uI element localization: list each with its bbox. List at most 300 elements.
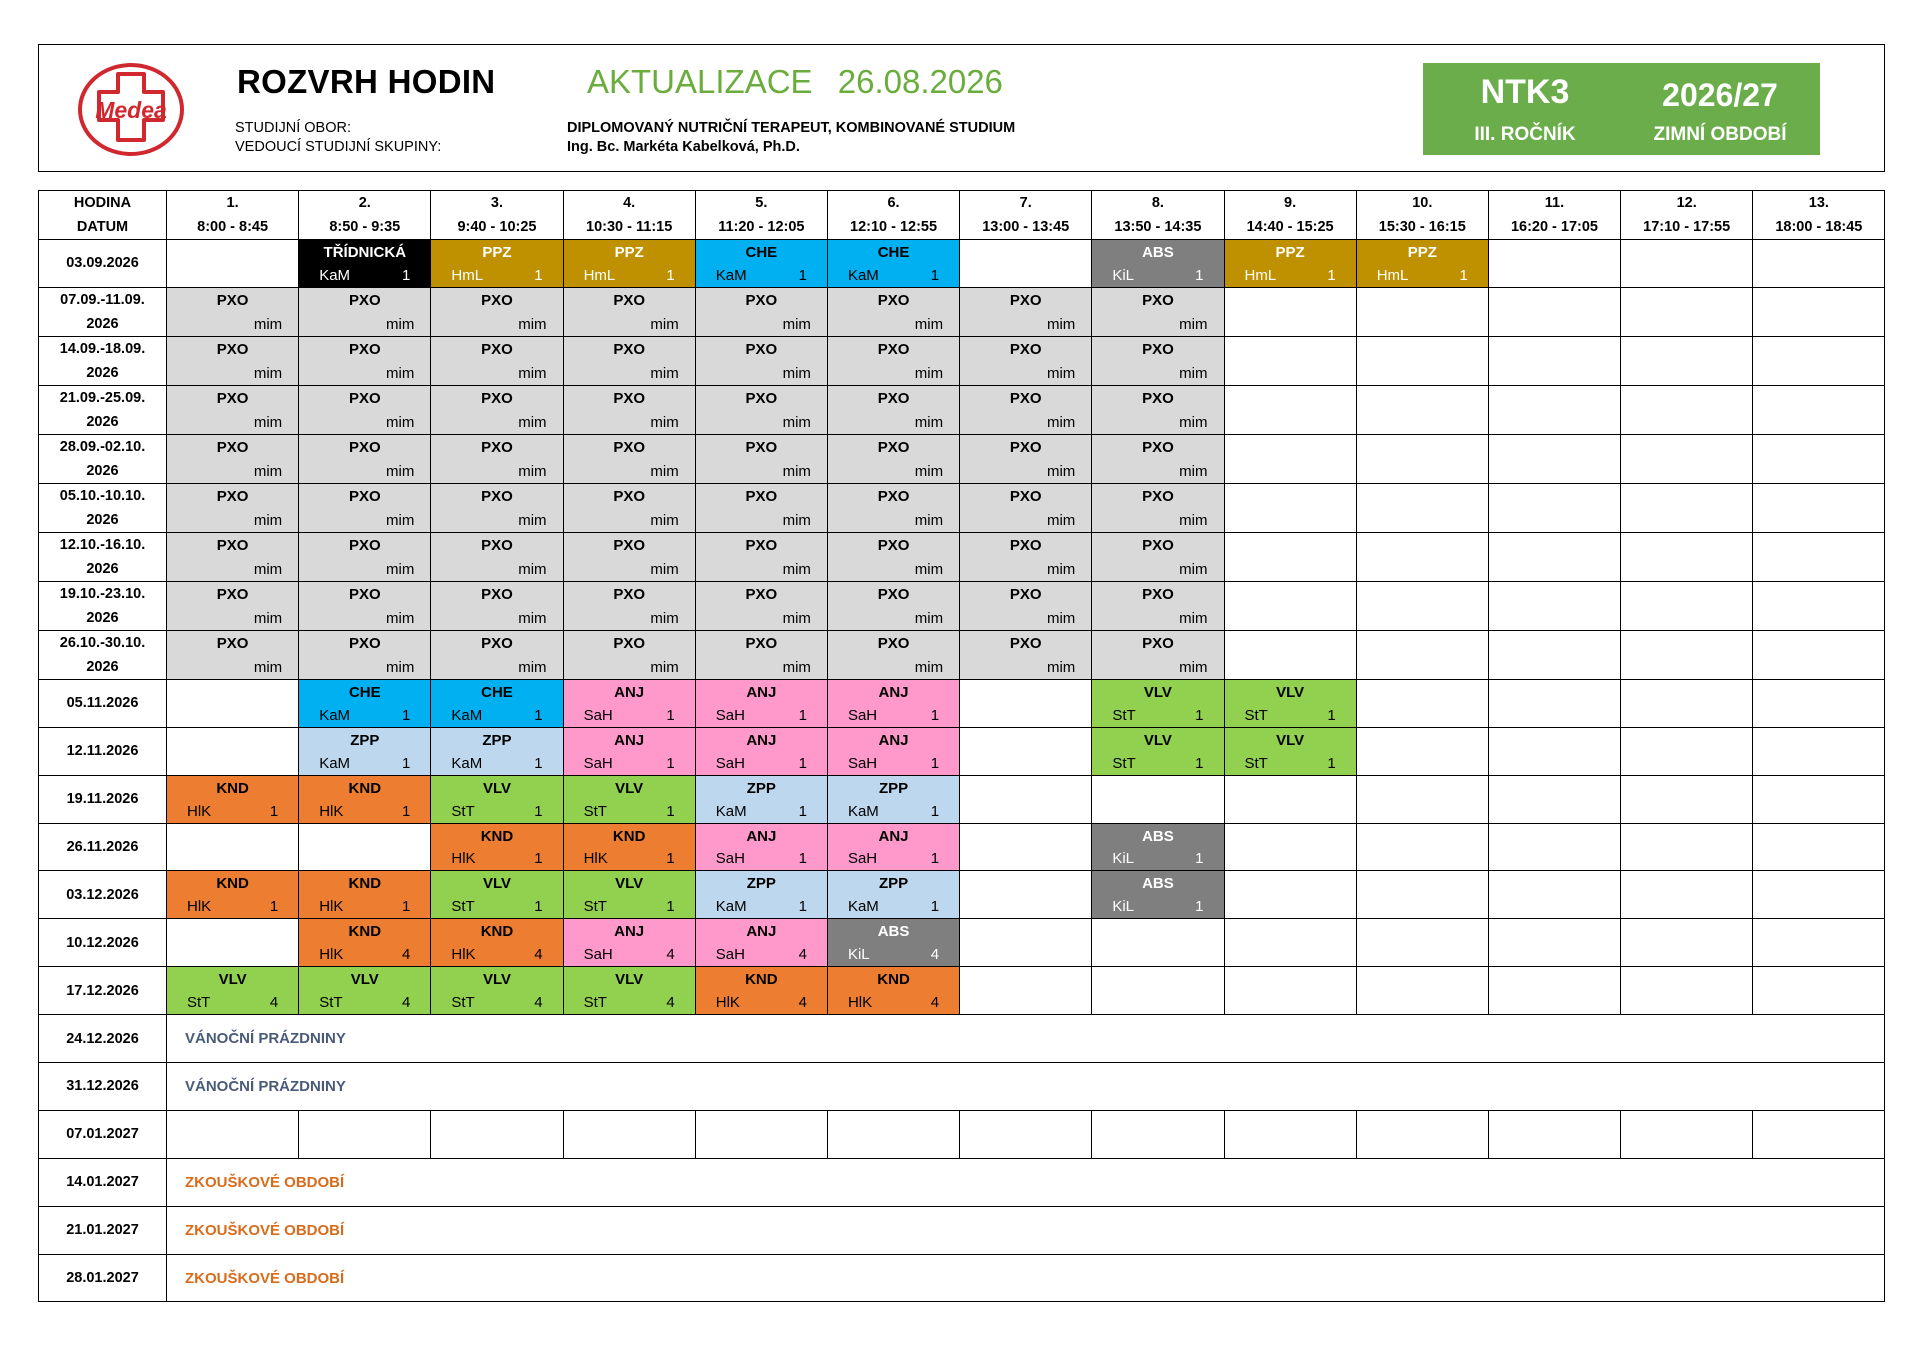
lesson-room: mim — [650, 560, 679, 578]
date-line: 07.09.-11.09. — [60, 291, 145, 308]
lesson-cell — [563, 775, 695, 823]
empty-cell — [1224, 385, 1356, 434]
empty-cell — [1488, 581, 1620, 630]
lesson-subject: PXO — [348, 536, 381, 554]
date-line: 24.12.2026 — [66, 1030, 139, 1047]
lesson-cell — [563, 532, 695, 581]
lesson-teacher: KaM — [451, 706, 483, 724]
lesson-count: 1 — [930, 266, 940, 284]
lesson-teacher: KaM — [715, 266, 747, 284]
corner-cell — [39, 191, 167, 240]
lesson-cell — [167, 581, 299, 630]
period-header — [431, 191, 563, 240]
lesson-cell — [167, 385, 299, 434]
lesson-count: 1 — [402, 266, 411, 284]
lesson-cell — [299, 287, 431, 336]
lesson-count: 1 — [798, 706, 807, 724]
lesson-count: 1 — [402, 754, 411, 772]
empty-cell — [1621, 871, 1753, 919]
page-title: ROZVRH HODIN — [237, 63, 496, 100]
empty-cell — [1621, 434, 1753, 483]
lesson-subject: VLV — [350, 971, 379, 989]
lesson-count: 1 — [666, 706, 675, 724]
empty-cell — [960, 775, 1092, 823]
empty-cell — [299, 1110, 431, 1158]
schedule-row — [39, 385, 1885, 434]
lesson-room: mim — [1179, 560, 1208, 578]
lesson-room: mim — [253, 658, 283, 676]
empty-cell — [1488, 385, 1620, 434]
period-header — [1621, 191, 1753, 240]
lesson-subject: ZPP — [746, 875, 776, 893]
lesson-cell — [960, 336, 1092, 385]
schedule-row — [39, 1015, 1885, 1063]
lesson-subject: KND — [348, 923, 382, 941]
lesson-subject: PXO — [745, 438, 778, 456]
lesson-cell — [827, 919, 959, 967]
empty-cell — [1488, 240, 1620, 288]
lesson-count: 4 — [402, 994, 411, 1012]
lesson-room: mim — [1179, 511, 1208, 529]
lesson-count: 4 — [930, 994, 940, 1012]
lesson-room: mim — [386, 462, 415, 480]
lesson-subject: ZPP — [350, 731, 380, 749]
date-cell — [39, 1110, 167, 1158]
empty-cell — [960, 919, 1092, 967]
lesson-room: mim — [386, 658, 415, 676]
lesson-cell — [827, 823, 959, 871]
lesson-subject: VLV — [615, 779, 644, 797]
lesson-subject: PPZ — [1275, 244, 1305, 261]
lesson-room: mim — [914, 560, 944, 578]
lesson-subject: PXO — [613, 634, 645, 652]
lesson-subject: PXO — [1009, 634, 1042, 652]
empty-cell — [167, 919, 299, 967]
empty-cell — [1356, 775, 1488, 823]
lesson-teacher: HlK — [715, 994, 740, 1012]
period-note: ZKOUŠKOVÉ OBDOBÍ — [167, 1206, 1885, 1254]
lesson-cell — [299, 679, 431, 727]
lesson-subject: KND — [480, 923, 514, 941]
lesson-count: 1 — [534, 266, 543, 284]
lesson-cell — [695, 434, 827, 483]
lesson-room: mim — [518, 511, 547, 529]
lesson-cell — [695, 775, 827, 823]
period-header — [827, 191, 959, 240]
lesson-count: 1 — [269, 802, 279, 820]
schedule-row — [39, 483, 1885, 532]
period-time: 13:00 - 13:45 — [982, 219, 1070, 235]
lesson-room: mim — [1179, 364, 1208, 382]
lesson-cell — [1356, 240, 1488, 288]
lesson-teacher: StT — [583, 898, 607, 916]
lesson-count: 1 — [666, 266, 675, 284]
empty-cell — [1621, 630, 1753, 679]
empty-cell — [1753, 240, 1885, 288]
lesson-room: mim — [1179, 462, 1208, 480]
lesson-room: mim — [253, 462, 283, 480]
date-line: 12.11.2026 — [66, 743, 139, 760]
lesson-cell — [1092, 483, 1224, 532]
lesson-cell — [563, 483, 695, 532]
period-note: VÁNOČNÍ PRÁZDNINY — [167, 1015, 1885, 1063]
lesson-teacher: SaH — [847, 850, 878, 868]
lesson-room: mim — [386, 511, 415, 529]
lesson-cell — [167, 775, 299, 823]
lesson-room: mim — [253, 315, 283, 333]
empty-cell — [167, 823, 299, 871]
date-line: 17.12.2026 — [66, 982, 139, 999]
lesson-subject: ANJ — [878, 827, 909, 845]
lesson-cell — [299, 967, 431, 1015]
lesson-subject: ZPP — [482, 731, 512, 749]
lesson-teacher: SaH — [715, 946, 745, 964]
lesson-subject: PXO — [877, 536, 910, 554]
lesson-room: mim — [1046, 364, 1076, 382]
lesson-count: 1 — [798, 802, 807, 820]
date-cell — [39, 967, 167, 1015]
period-header — [1092, 191, 1224, 240]
empty-cell — [1224, 581, 1356, 630]
lesson-subject: PXO — [481, 634, 513, 652]
lesson-teacher: SaH — [583, 946, 613, 964]
lesson-room: mim — [914, 658, 944, 676]
lesson-room: mim — [650, 413, 679, 431]
lesson-subject: CHE — [348, 683, 381, 701]
lesson-room: mim — [1046, 413, 1076, 431]
lesson-teacher: KiL — [847, 946, 870, 964]
lesson-count: 1 — [930, 754, 940, 772]
lesson-cell — [827, 240, 959, 288]
lesson-count: 1 — [402, 706, 411, 724]
lesson-subject: CHE — [877, 244, 910, 261]
lesson-cell — [960, 287, 1092, 336]
lesson-cell — [563, 434, 695, 483]
lesson-subject: PXO — [1142, 634, 1174, 652]
schedule-row — [39, 1158, 1885, 1206]
period-number: 3. — [490, 195, 504, 211]
lesson-count: 1 — [534, 754, 543, 772]
lesson-subject: ABS — [1142, 827, 1174, 845]
lesson-cell — [431, 775, 563, 823]
schedule-table — [38, 190, 1885, 1302]
lesson-cell — [1092, 385, 1224, 434]
lesson-subject: PXO — [613, 389, 645, 407]
lesson-room: mim — [518, 413, 547, 431]
lesson-count: 1 — [1327, 706, 1336, 724]
lesson-subject: PXO — [481, 438, 513, 456]
date-line: 10.12.2026 — [66, 934, 139, 951]
lesson-room: mim — [518, 462, 547, 480]
lesson-cell — [695, 240, 827, 288]
empty-cell — [1224, 336, 1356, 385]
update-info — [587, 63, 1003, 101]
lesson-teacher: KiL — [1112, 898, 1134, 916]
period-time: 15:30 - 16:15 — [1378, 219, 1466, 235]
lesson-room: mim — [253, 560, 283, 578]
lesson-cell — [167, 287, 299, 336]
lesson-cell — [960, 385, 1092, 434]
lesson-room: mim — [253, 609, 283, 627]
lesson-cell — [167, 871, 299, 919]
empty-cell — [1356, 385, 1488, 434]
lesson-room: mim — [1046, 462, 1076, 480]
empty-cell — [1621, 823, 1753, 871]
lesson-subject: KND — [877, 971, 910, 989]
lesson-count: 4 — [798, 946, 807, 964]
lesson-count: 4 — [930, 946, 940, 964]
date-cell — [39, 385, 167, 434]
lesson-room: mim — [914, 462, 944, 480]
lesson-room: mim — [1179, 658, 1208, 676]
lesson-cell — [563, 581, 695, 630]
lesson-subject: PXO — [1009, 291, 1042, 309]
lesson-subject: VLV — [1276, 683, 1305, 701]
empty-cell — [1488, 483, 1620, 532]
empty-cell — [1488, 871, 1620, 919]
empty-cell — [1224, 775, 1356, 823]
date-line: 2026 — [86, 364, 119, 381]
lesson-subject: PXO — [216, 536, 249, 554]
lesson-cell — [167, 483, 299, 532]
lesson-teacher: StT — [451, 898, 475, 916]
date-line: 12.10.-16.10. — [59, 536, 146, 553]
document-header — [38, 44, 1885, 172]
empty-cell — [1224, 823, 1356, 871]
date-line: 2026 — [86, 462, 119, 479]
lesson-subject: PXO — [745, 389, 778, 407]
empty-cell — [1488, 1110, 1620, 1158]
lesson-cell — [960, 434, 1092, 483]
schedule-row — [39, 967, 1885, 1015]
date-line: 31.12.2026 — [66, 1078, 139, 1095]
empty-cell — [1753, 532, 1885, 581]
empty-cell — [431, 1110, 563, 1158]
lesson-cell — [563, 336, 695, 385]
empty-cell — [1753, 630, 1885, 679]
empty-cell — [1488, 823, 1620, 871]
lesson-subject: PXO — [877, 291, 910, 309]
date-line: 2026 — [86, 511, 119, 528]
date-line: 21.09.-25.09. — [59, 389, 146, 406]
lesson-count: 4 — [534, 994, 543, 1012]
empty-cell — [1621, 679, 1753, 727]
lesson-subject: KND — [612, 827, 646, 845]
empty-cell — [1224, 630, 1356, 679]
date-cell — [39, 919, 167, 967]
lesson-teacher: KaM — [319, 706, 351, 724]
schedule-row — [39, 727, 1885, 775]
lesson-subject: ANJ — [614, 923, 645, 941]
lesson-cell — [695, 630, 827, 679]
lesson-room: mim — [914, 413, 944, 431]
date-cell — [39, 871, 167, 919]
lesson-teacher: StT — [1244, 754, 1268, 772]
empty-cell — [1224, 483, 1356, 532]
empty-cell — [1488, 630, 1620, 679]
empty-cell — [960, 727, 1092, 775]
lesson-count: 1 — [798, 266, 807, 284]
medea-logo — [77, 62, 185, 157]
lesson-count: 1 — [798, 850, 807, 868]
period-number: 7. — [1019, 195, 1032, 211]
lesson-room: mim — [386, 364, 415, 382]
empty-cell — [167, 1110, 299, 1158]
empty-cell — [1753, 385, 1885, 434]
lesson-count: 1 — [534, 802, 543, 820]
lesson-room: mim — [386, 413, 415, 431]
date-line: 19.11.2026 — [66, 791, 139, 808]
lesson-cell — [1092, 240, 1224, 288]
period-time: 12:10 - 12:55 — [850, 219, 938, 235]
date-cell — [39, 727, 167, 775]
lesson-teacher: HmL — [1244, 266, 1277, 284]
academic-year: 2026/27 — [1662, 77, 1778, 113]
schedule-row — [39, 1206, 1885, 1254]
lesson-cell — [1092, 336, 1224, 385]
lesson-teacher: StT — [583, 994, 607, 1012]
lesson-subject: ANJ — [746, 827, 777, 845]
lesson-subject: PXO — [216, 585, 249, 603]
lesson-subject: KND — [348, 875, 382, 893]
lesson-subject: ANJ — [746, 731, 777, 749]
period-header — [167, 191, 299, 240]
lesson-subject: PXO — [1009, 438, 1042, 456]
empty-cell — [1488, 919, 1620, 967]
empty-cell — [1621, 581, 1753, 630]
empty-cell — [1753, 967, 1885, 1015]
date-line: 05.10.-10.10. — [59, 487, 146, 504]
empty-cell — [960, 823, 1092, 871]
lesson-cell — [695, 679, 827, 727]
lesson-count: 1 — [666, 802, 675, 820]
period-number: 12. — [1676, 195, 1697, 211]
date-line: 14.01.2027 — [66, 1174, 139, 1191]
lesson-cell — [299, 336, 431, 385]
lesson-cell — [827, 385, 959, 434]
empty-cell — [563, 1110, 695, 1158]
lesson-count: 4 — [666, 946, 675, 964]
schedule-row — [39, 581, 1885, 630]
lesson-cell — [299, 240, 431, 288]
lesson-room: mim — [914, 315, 944, 333]
date-line: 21.01.2027 — [66, 1222, 139, 1239]
lesson-subject: PXO — [745, 291, 778, 309]
group-code: NTK3 — [1480, 73, 1570, 111]
empty-cell — [1356, 483, 1488, 532]
lesson-cell — [563, 967, 695, 1015]
empty-cell — [960, 240, 1092, 288]
lesson-subject: PXO — [1009, 389, 1042, 407]
lesson-room: mim — [782, 315, 811, 333]
empty-cell — [1356, 1110, 1488, 1158]
lesson-room: mim — [386, 560, 415, 578]
lesson-cell — [1092, 434, 1224, 483]
lesson-subject: VLV — [615, 875, 644, 893]
lesson-cell — [299, 727, 431, 775]
empty-cell — [1356, 967, 1488, 1015]
lesson-cell — [960, 581, 1092, 630]
period-number: 8. — [1151, 195, 1164, 211]
lesson-cell — [827, 871, 959, 919]
lesson-subject: VLV — [1276, 731, 1305, 749]
lesson-cell — [695, 532, 827, 581]
lesson-room: mim — [518, 364, 547, 382]
period-number: 9. — [1284, 195, 1297, 211]
empty-cell — [960, 871, 1092, 919]
lesson-subject: KND — [348, 779, 382, 797]
empty-cell — [1488, 775, 1620, 823]
lesson-subject: PXO — [481, 389, 513, 407]
lesson-cell — [431, 919, 563, 967]
lesson-subject: PPZ — [1407, 244, 1437, 261]
lesson-count: 1 — [1195, 706, 1204, 724]
lesson-subject: PPZ — [614, 244, 644, 261]
lesson-cell — [695, 287, 827, 336]
lesson-cell — [431, 967, 563, 1015]
lesson-cell — [299, 919, 431, 967]
lesson-teacher: SaH — [715, 706, 745, 724]
date-line: 07.01.2027 — [66, 1126, 139, 1143]
empty-cell — [1356, 336, 1488, 385]
lesson-teacher: StT — [583, 802, 607, 820]
schedule-row — [39, 823, 1885, 871]
empty-cell — [1356, 434, 1488, 483]
empty-cell — [1621, 1110, 1753, 1158]
empty-cell — [1621, 919, 1753, 967]
lesson-subject: ZPP — [878, 875, 909, 893]
lesson-room: mim — [914, 364, 944, 382]
lesson-teacher: HlK — [319, 898, 344, 916]
lesson-cell — [1224, 727, 1356, 775]
lesson-count: 1 — [534, 850, 543, 868]
lesson-cell — [167, 967, 299, 1015]
lesson-subject: ANJ — [746, 923, 777, 941]
lesson-subject: PXO — [745, 487, 778, 505]
lesson-teacher: HlK — [451, 946, 476, 964]
period-header — [695, 191, 827, 240]
date-cell — [39, 679, 167, 727]
lesson-subject: PXO — [481, 585, 513, 603]
empty-cell — [1621, 385, 1753, 434]
date-line: 05.11.2026 — [66, 695, 139, 712]
lesson-subject: PXO — [216, 634, 249, 652]
empty-cell — [695, 1110, 827, 1158]
empty-cell — [1753, 919, 1885, 967]
period-time: 16:20 - 17:05 — [1510, 219, 1598, 235]
lesson-count: 1 — [798, 898, 807, 916]
lesson-subject: PXO — [481, 487, 513, 505]
lesson-teacher: SaH — [583, 754, 613, 772]
lesson-cell — [1224, 679, 1356, 727]
period-time: 8:00 - 8:45 — [197, 219, 269, 235]
lesson-cell — [563, 727, 695, 775]
period-number: 4. — [623, 195, 636, 211]
lesson-count: 4 — [402, 946, 411, 964]
lesson-subject: PXO — [481, 536, 513, 554]
header-row — [39, 191, 1885, 240]
lesson-cell — [827, 532, 959, 581]
lesson-room: mim — [782, 560, 811, 578]
lesson-count: 1 — [534, 706, 543, 724]
empty-cell — [960, 967, 1092, 1015]
lesson-cell — [563, 919, 695, 967]
lesson-subject: PXO — [216, 438, 249, 456]
corner-bottom-label: DATUM — [76, 219, 129, 235]
lesson-room: mim — [518, 315, 547, 333]
lesson-subject: PXO — [877, 340, 910, 358]
period-time: 14:40 - 15:25 — [1246, 219, 1334, 235]
